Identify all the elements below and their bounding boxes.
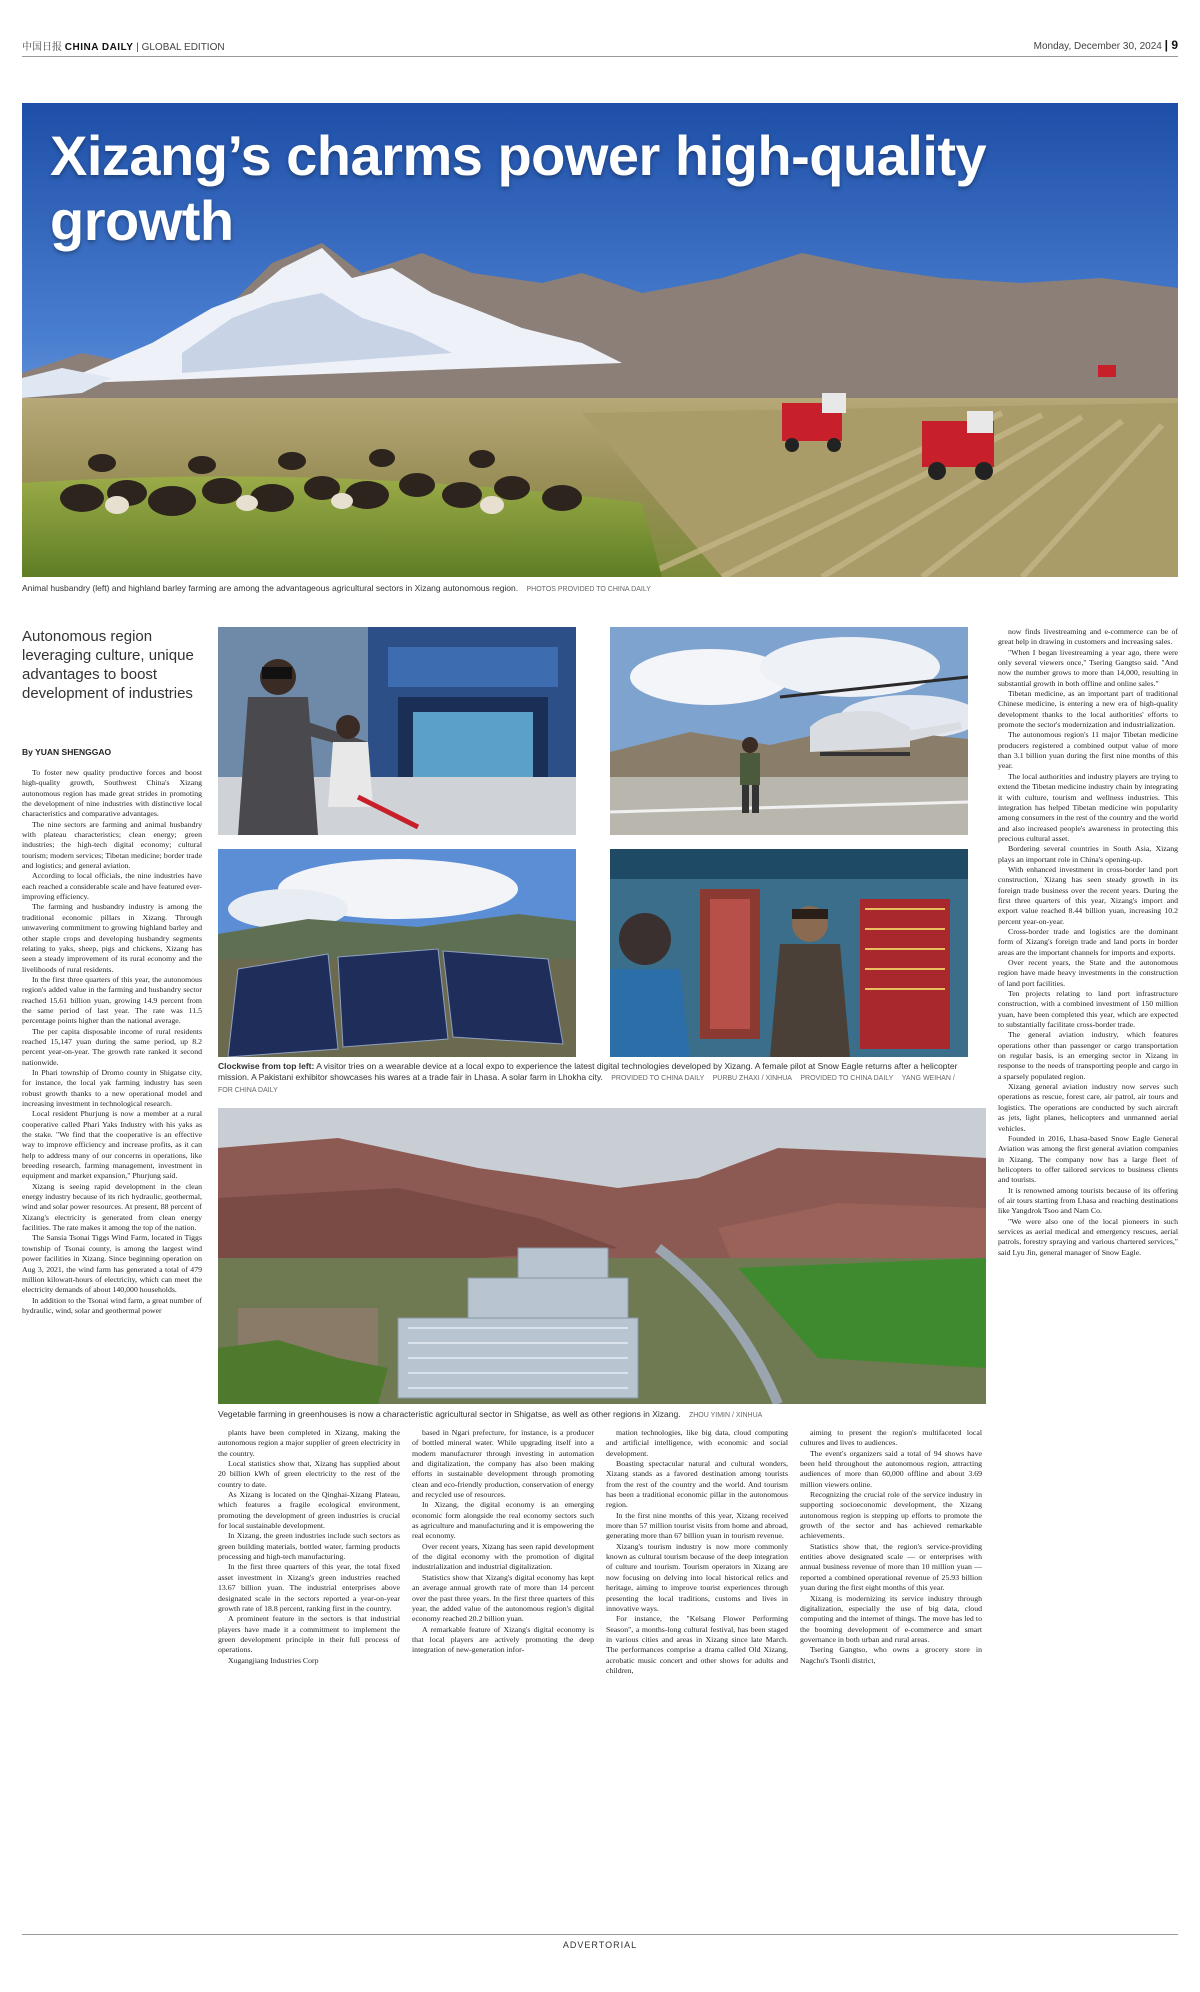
article-paragraph: In Xizang, the green industries include such sectors as green building materials, bottled water, farming products processing and high-tech manufacturing. xyxy=(218,1531,400,1562)
article-paragraph: Recognizing the crucial role of the service industry in supporting socioeconomic development, the Xizang autonomous region is stepping up efforts to promote the growth of the sector and has achieved remarkable achievements. xyxy=(800,1490,982,1541)
helicopter-pilot-illustration xyxy=(610,627,968,835)
article-paragraph: It is renowned among tourists because of its offering of air tours starting from Lhasa and reaching destinations like Yangdrok Tsoo and Nam Co. xyxy=(998,1185,1178,1216)
article-byline: By YUAN SHENGGAO xyxy=(22,747,112,757)
article-paragraph: Tibetan medicine, as an important part of traditional Chinese medicine, is entering a new era of high-quality development thanks to the local authorities' efforts to promote the sector's modernization and industrialization. xyxy=(998,689,1178,730)
masthead-left xyxy=(22,38,225,53)
collage-caption-lead: Clockwise from top left: xyxy=(218,1061,315,1071)
article-paragraph: In Phari township of Dromo county in Shigatse city, for instance, the local yak farming industry has seen robust growth thanks to a new operational model and increasing investment in technological research. xyxy=(22,1067,202,1108)
article-paragraph: For instance, the "Kelsang Flower Performing Season", a months-long cultural festival, has been staged in various cities and areas in Xizang since late March. The performances comprise a drama called Old Xizang, acrobatic music concert and other shows for adults and children, xyxy=(606,1614,788,1675)
article-paragraph: Cross-border trade and logistics are the dominant form of Xizang's foreign trade and land ports in border areas are the important channels for imports and exports. xyxy=(998,926,1178,957)
article-column-4 xyxy=(606,1428,788,1928)
article-paragraph: The farming and husbandry industry is among the traditional economic pillars in Xizang. Through unwavering commitment to growing highland barley and other staple crops and developing husbandry segments relating to yaks, sheep, pigs and chickens, Xizang has seen a steady improvement of its rural economy and the livelihoods of rural residents. xyxy=(22,902,202,974)
article-paragraph: The nine sectors are farming and animal husbandry with plateau characteristics; clean energy; green industries; the high-tech digital economy; cultural tourism; modern services; Tibetan medicine; border trade and logistics; and general aviation. xyxy=(22,819,202,871)
article-paragraph: Local statistics show that, Xizang has supplied about 20 billion kWh of green electricity to the rest of the country to date. xyxy=(218,1459,400,1489)
greenhouse-caption-text: Vegetable farming in greenhouses is now a characteristic agricultural sector in Shigatse, as well as other regions in Xizang. xyxy=(218,1409,681,1419)
article-paragraph: In Xizang, the digital economy is an emerging economic form alongside the real economy sectors such as agriculture and manufacturing and it is empowering the real economy. xyxy=(412,1500,594,1541)
collage-credit-1: PROVIDED TO CHINA DAILY xyxy=(611,1075,705,1082)
article-column-6 xyxy=(998,627,1178,1930)
collage-credit-2: PURBU ZHAXI / XINHUA xyxy=(712,1075,792,1082)
article-paragraph: mation technologies, like big data, cloud computing and artificial intelligence, with economic and social development. xyxy=(606,1428,788,1458)
hero-caption xyxy=(22,583,1178,593)
article-paragraph: Xizang general aviation industry now serves such operations as rescue, forest care, air patrol, air tours and logistics. The operations are conducted by such aircraft as jets, light planes, helicopters and unmanned aerial vehicles. xyxy=(998,1082,1178,1133)
vr-visitor-illustration xyxy=(218,627,576,835)
masthead-right xyxy=(1034,38,1178,52)
solar-farm-illustration xyxy=(218,849,576,1057)
photo-pakistani-exhibitor xyxy=(610,849,968,1057)
article-paragraph: In addition to the Tsonai wind farm, a great number of hydraulic, wind, solar and geothermal power xyxy=(22,1295,202,1315)
article-paragraph: A prominent feature in the sectors is that industrial players have made it a commitment to implement the green development principle in their full process of operations. xyxy=(218,1614,400,1655)
collage-caption xyxy=(218,1061,968,1096)
masthead xyxy=(22,30,1178,57)
article-deck: Autonomous region leveraging culture, unique advantages to boost development of industries xyxy=(22,628,194,702)
article-column-2 xyxy=(218,1428,400,1928)
article-paragraph: Tsering Gangtso, who owns a grocery store in Nagchu's Tsonli district, xyxy=(800,1645,982,1665)
article-paragraph: plants have been completed in Xizang, making the autonomous region a major supplier of green electricity in the country. xyxy=(218,1428,400,1458)
article-paragraph: The general aviation industry, which features operations other than passenger or cargo transportation on regular basis, is an emerging sector in Xizang in response to the needs of transporting people and cargo in a sparsely populated region. xyxy=(998,1030,1178,1081)
article-paragraph: Over recent years, the State and the autonomous region have made heavy investments in the construction of land port facilities. xyxy=(998,958,1178,988)
article-paragraph: The Sansia Tsonai Tiggs Wind Farm, located in Tiggs township of Tsonai county, is among the largest wind power facilities in Xizang. Since beginning operation on Aug 3, 2021, the wind farm has generated a total of 479 million kilowatt-hours of electricity, which can meet the electricity demands of about 140,000 households. xyxy=(22,1233,202,1295)
article-paragraph: Xizang is modernizing its service industry through digitalization, especially the use of big data, cloud computing and the internet of things. The move has led to the booming development of e-commerce and smart governance in both urban and rural areas. xyxy=(800,1593,982,1644)
article-paragraph: To foster new quality productive forces and boost high-quality growth, Southwest China's Xizang autonomous region has made great strides in promoting the development of nine industries with distinctive local characteristics and comparative advantages. xyxy=(22,768,202,819)
article-paragraph: In the first three quarters of this year, the autonomous region's added value in the farming and husbandry sector reached 15.61 billion yuan, growing 14.9 percent from the same period of last year. The rate was 11.5 percentage points higher than the national average. xyxy=(22,974,202,1026)
article-paragraph: A remarkable feature of Xizang's digital economy is that local players are actively promoting the deep integration of new-generation infor- xyxy=(412,1624,594,1655)
article-paragraph: Ten projects relating to land port infrastructure construction, with a combined investment of 150 million yuan, have been completed this year, which are expected to substantially facilitate cross-border trade. xyxy=(998,989,1178,1030)
hero-photo-credit: PHOTOS PROVIDED TO CHINA DAILY xyxy=(526,586,651,593)
article-paragraph: Xizang is seeing rapid development in the clean energy industry because of its rich hydraulic, geothermal, wind and solar power resources. At present, 88 percent of Xizang's electricity is generated from clean energy facilities. The rate makes it among the top of the nation. xyxy=(22,1181,202,1233)
photo-helicopter-pilot xyxy=(610,627,968,835)
article-column-1 xyxy=(22,768,202,1930)
article-paragraph: The event's organizers said a total of 94 shows have been held throughout the autonomous region, attracting audiences of more than 60,000 offline and about 3.69 million viewers online. xyxy=(800,1448,982,1489)
hero-headline: Xizang’s charms power high-quality growth xyxy=(50,124,987,252)
article-paragraph: In the first three quarters of this year, the total fixed asset investment in Xizang's green industries reached 13.67 billion yuan. The industrial enterprises above designated scale in the sectors reported a year-on-year growth rate of 18.8 percent, ranking first in the country. xyxy=(218,1562,400,1613)
photo-solar-farm xyxy=(218,849,576,1057)
article-paragraph: Statistics show that, the region's service-providing entities above designated scale — or enterprises with annual business revenue of more than 10 million yuan — reported a combined operational revenue of 25.93 billion yuan during the first eight months of this year. xyxy=(800,1541,982,1593)
article-paragraph: The local authorities and industry players are trying to extend the Tibetan medicine industry chain by integrating it with culture, tourism and wellness industries. This integration has helped Tibetan medicine win popularity among consumers in the rest of the country and the world and also increased people's awareness in protecting this precious cultural asset. xyxy=(998,771,1178,843)
article-paragraph: According to local officials, the nine industries have each reached a considerable scale and have featured ever-improving efficiency. xyxy=(22,871,202,902)
article-paragraph: As Xizang is located on the Qinghai-Xizang Plateau, which features a fragile ecological environment, promoting the development of green industries is crucial for local sustainable development. xyxy=(218,1490,400,1531)
greenhouse-caption xyxy=(218,1409,986,1419)
article-paragraph: With enhanced investment in cross-border land port construction, Xizang has seen steady growth in its foreign trade business over the recent years. During the first three quarters of this year, Xizang's import and export value reached 8.44 billion yuan, increasing 10.2 percent year-on-year. xyxy=(998,864,1178,926)
masthead-edition: | GLOBAL EDITION xyxy=(136,42,225,53)
article-paragraph: aiming to present the region's multifaceted local cultures and lives to audiences. xyxy=(800,1428,982,1448)
article-paragraph: Local resident Phurjung is now a member at a rural cooperative called Phari Yaks Industry with his yaks as the stake. "We find that the cooperative is an effective way to improve efficiency and increase profits, as it can help to address many of our concerns in operations, like breeding research, farming management, investment in equipment and market expansion," Phurjung said. xyxy=(22,1109,202,1181)
masthead-page-number: | 9 xyxy=(1164,38,1178,52)
photo-vr-visitor xyxy=(218,627,576,835)
greenhouse-photo-credit: ZHOU YIMIN / XINHUA xyxy=(688,1412,763,1419)
photo-greenhouses xyxy=(218,1108,986,1404)
hero-photo xyxy=(22,103,1178,577)
article-column-3 xyxy=(412,1428,594,1928)
collage-caption-text: A visitor tries on a wearable device at a local expo to experience the latest digital technologies developed by Xizang. A female pilot at Snow Eagle returns after a helicopter mission. A Pakistani exhibitor showcases his wares at a trade fair in Lhasa. A solar farm in Lhokha city. xyxy=(218,1061,958,1082)
collage-credit-4: YANG WEIHAN / FOR CHINA DAILY xyxy=(218,1075,955,1094)
exhibitor-illustration xyxy=(610,849,968,1057)
article-paragraph: "When I began livestreaming a year ago, there were only several viewers once," Tsering Gangtso said. "And now the number grows to more than 14,000, resulting in substantial growth in both offline and online sales." xyxy=(998,647,1178,688)
greenhouse-valley-illustration xyxy=(218,1108,986,1404)
hero-caption-text: Animal husbandry (left) and highland barley farming are among the advantageous agricultural sectors in Xizang autonomous region. xyxy=(22,583,519,593)
article-paragraph: Statistics show that Xizang's digital economy has kept an average annual growth rate of more than 14 percent over the past three years. In the first three quarters of this year, the added value of the autonomous region's digital economy reached 20.2 billion yuan. xyxy=(412,1572,594,1624)
article-paragraph: The per capita disposable income of rural residents reached 15,147 yuan during the same period, up 8.2 percent year-on-year. The growth rate ranked it second nationwide. xyxy=(22,1026,202,1067)
masthead-paper-name: CHINA DAILY xyxy=(64,42,134,53)
article-paragraph: Xizang's tourism industry is now more commonly known as cultural tourism because of the deep integration of culture and tourism. Tourism operators in Xizang are now focusing on delving into local historical relics and heritage, aiming to improve tourist experiences through presenting the local traditions, customs and lives in innovative ways. xyxy=(606,1541,788,1613)
article-paragraph: In the first nine months of this year, Xizang received more than 57 million tourist visits from home and abroad, generating more than 67 billion yuan in tourism revenue. xyxy=(606,1510,788,1541)
advertorial-footer: ADVERTORIAL xyxy=(22,1934,1178,1950)
article-paragraph: Bordering several countries in South Asia, Xizang plays an important role in China's opening-up. xyxy=(998,844,1178,864)
article-paragraph: The autonomous region's 11 major Tibetan medicine producers registered a combined output value of more than 3.1 billion yuan during the first nine months of this year. xyxy=(998,730,1178,771)
article-paragraph: "We were also one of the local pioneers in such services as aerial medical and emergency rescues, aerial patrols, forestry spraying and various chartered services," said Lyu Jin, general manager of Snow Eagle. xyxy=(998,1216,1178,1257)
collage-credit-3: PROVIDED TO CHINA DAILY xyxy=(800,1075,894,1082)
article-paragraph: now finds livestreaming and e-commerce can be of great help in drawing in customers and increasing sales. xyxy=(998,627,1178,647)
article-paragraph: Xugangjiang Industries Corp xyxy=(228,1655,319,1665)
masthead-cn-name: 中国日报 xyxy=(22,42,62,53)
article-paragraph: based in Ngari prefecture, for instance, is a producer of bottled mineral water. While upgrading itself into a modern manufacturer through investing in automation and digitalization, the company has also been making efforts in sustainable development through promoting clean and eco-friendly production, conservation of energy and recycled use of resources. xyxy=(412,1428,594,1500)
masthead-date: Monday, December 30, 2024 xyxy=(1033,41,1162,52)
article-paragraph: Boasting spectacular natural and cultural wonders, Xizang stands as a favored destination among tourists from the rest of the country and the world. And tourism has been a traditional economic pillar in the autonomous region. xyxy=(606,1459,788,1510)
article-paragraph: Founded in 2016, Lhasa-based Snow Eagle General Aviation was among the first general aviation companies in Xizang. The company now has a large fleet of helicopters to offer tailored services to business clients and tourists. xyxy=(998,1133,1178,1185)
article-paragraph: Over recent years, Xizang has seen rapid development of the digital economy with the promotion of digital industrialization and industrial digitalization. xyxy=(412,1541,594,1572)
article-column-5 xyxy=(800,1428,982,1928)
